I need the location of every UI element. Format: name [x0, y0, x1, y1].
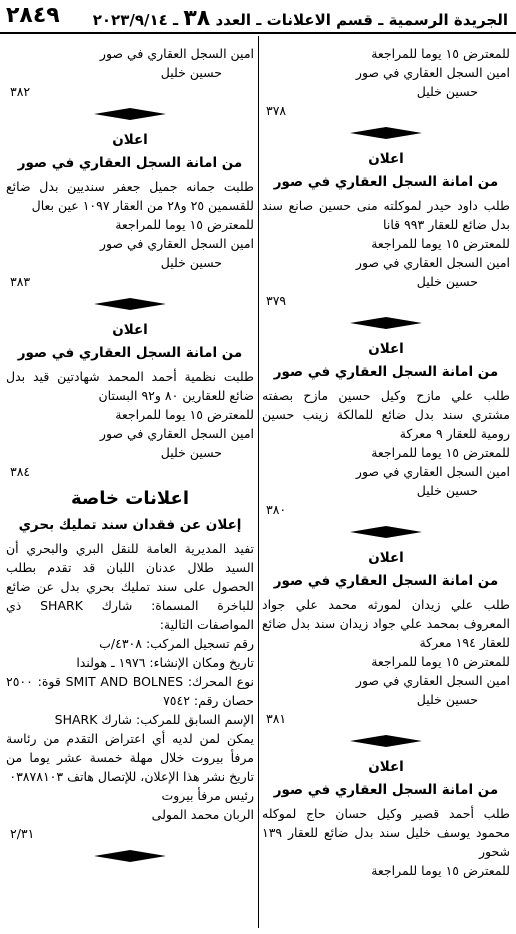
notice-title: اعلان — [368, 151, 404, 167]
notice-subtitle: من امانة السجل العقاري في صور — [17, 155, 243, 171]
separator-ornament — [262, 525, 510, 539]
header-title — [93, 6, 508, 31]
separator-ornament — [6, 107, 254, 121]
signature-line: امين السجل العقاري في صور — [355, 464, 510, 479]
notice-number: ٣٨١ — [266, 711, 287, 726]
notice-paragraph: طلب علي مازح وكيل حسين مازح بصفته مشتري سند بدل ضائع للمالكة زينب حسين رومية للعقار ٩ معركة — [262, 388, 510, 441]
notice-paragraph: نوع المحرك: SMIT AND BOLNES قوة: ٢٥٠٠ حصان رقم: ٧٥٤٢ — [6, 674, 255, 708]
notice-paragraph: طلب داود حيدر لموكلته منى حسين صانع سند بدل ضائع للعقار ٩٩٣ قانا — [262, 198, 510, 232]
notice-title: اعلان — [112, 132, 148, 148]
header-prefix: الجريدة الرسمية ـ قسم الاعلانات ـ العدد — [215, 11, 508, 29]
notice-number: ٣٨٠ — [266, 502, 287, 517]
notice-subtitle: من امانة السجل العقاري في صور — [273, 174, 499, 190]
signature-line: رقم تسجيل المركب: ٤٣٠٨/ب — [99, 636, 254, 651]
page-number: ٢٨٤٩ — [6, 3, 60, 28]
signature-line: امين السجل العقاري في صور — [99, 426, 254, 441]
left-column — [6, 44, 254, 873]
notice-number: ٣٧٨ — [266, 103, 287, 118]
signature-line: امين السجل العقاري في صور — [99, 46, 254, 61]
notice-number: ٣٨٤ — [10, 464, 31, 479]
notice-subtitle: من امانة السجل العقاري في صور — [273, 573, 499, 589]
separator-ornament — [262, 316, 510, 330]
notice-paragraph: تفيد المديرية العامة للنقل البري والبحري أن السيد طلال عدنان اللبان قد تقدم بطلب الحصول على سند تمليك بحري بدل عن ضائع للباخرة المسماة: شارك SHARK ذي المواصفات التالية: — [6, 541, 254, 632]
notice-paragraph: يمكن لمن لديه أي اعتراض التقدم من رئاسة مرفأ بيروت خلال مهلة خمسة عشر يوما من تاريخ نشر هذا الإعلان، للإتصال هاتف ٠٣٨٧٨١٠٣ — [6, 731, 254, 784]
signature-line: تاريخ ومكان الإنشاء: ١٩٧٦ ـ هولندا — [76, 655, 254, 670]
section-title: اعلانات خاصة — [70, 488, 190, 509]
signature-line: امين السجل العقاري في صور — [99, 236, 254, 251]
notice-paragraph: للمعترض ١٥ يوما للمراجعة — [371, 863, 510, 878]
notice-paragraph: للمعترض ١٥ يوما للمراجعة — [371, 445, 510, 460]
signatory-name: حسين خليل — [416, 84, 478, 99]
signature-line: امين السجل العقاري في صور — [355, 673, 510, 688]
notice-title: اعلان — [368, 550, 404, 566]
separator-ornament — [6, 297, 254, 311]
notice-paragraph: طلبت جمانه جميل جعفر سنديين بدل ضائع للقسمين ٢٥ و٢٨ من العقار ١٠٩٧ عين بعال — [6, 179, 254, 213]
signatory-name: حسين خليل — [160, 445, 222, 460]
notice-subtitle: من امانة السجل العقاري في صور — [273, 782, 499, 798]
notice-number: ٢/٣١ — [10, 826, 35, 841]
notice-paragraph: للمعترض ١٥ يوما للمراجعة — [371, 46, 510, 61]
notice-paragraph: طلب أحمد قصير وكيل حسان حاج لموكله محمود يوسف خليل سند بدل ضائع للعقار ١٣٩ شحور — [262, 806, 510, 859]
signature-line: امين السجل العقاري في صور — [355, 255, 510, 270]
notice-title: اعلان — [112, 322, 148, 338]
signature-line: امين السجل العقاري في صور — [355, 65, 510, 80]
signature-line: الربان محمد المولى — [151, 807, 254, 822]
notice-subtitle: من امانة السجل العقاري في صور — [273, 364, 499, 380]
page-header — [0, 0, 516, 34]
separator-ornament — [262, 126, 510, 140]
notice-title: اعلان — [368, 341, 404, 357]
notice-subtitle: من امانة السجل العقاري في صور — [17, 345, 243, 361]
column-divider — [258, 36, 259, 928]
signatory-name: حسين خليل — [416, 483, 478, 498]
signature-line: رئيس مرفأ بيروت — [161, 788, 254, 803]
signatory-name: حسين خليل — [416, 274, 478, 289]
notice-paragraph: طلبت نظمية أحمد المحمد شهادتين قيد بدل ضائع للعقارين ٨٠ و٩٢ البستان — [6, 369, 254, 403]
signature-line: الإسم السابق للمركب: شارك SHARK — [54, 712, 254, 727]
notice-number: ٣٨٢ — [10, 84, 31, 99]
signatory-name: حسين خليل — [160, 65, 222, 80]
notice-number: ٣٨٣ — [10, 274, 31, 289]
separator-ornament — [262, 734, 510, 748]
notice-title: اعلان — [368, 759, 404, 775]
separator-ornament — [6, 849, 254, 863]
notice-paragraph: للمعترض ١٥ يوما للمراجعة — [115, 407, 254, 422]
notice-paragraph: للمعترض ١٥ يوما للمراجعة — [371, 654, 510, 669]
right-column — [262, 44, 510, 880]
signatory-name: حسين خليل — [160, 255, 222, 270]
notice-subtitle: إعلان عن فقدان سند تمليك بحري — [18, 517, 242, 533]
notice-paragraph: طلب علي زيدان لمورثه محمد علي جواد المعروف بمحمد علي جواد زيدان سند بدل ضائع للعقار ١٩٤ معركة — [262, 597, 510, 650]
notice-number: ٣٧٩ — [266, 293, 287, 308]
notice-paragraph: للمعترض ١٥ يوما للمراجعة — [115, 217, 254, 232]
notice-paragraph: للمعترض ١٥ يوما للمراجعة — [371, 236, 510, 251]
issue-number: ٣٨ — [183, 6, 211, 31]
signatory-name: حسين خليل — [416, 692, 478, 707]
issue-date: ـ ٢٠٢٣/٩/١٤ — [92, 11, 179, 29]
